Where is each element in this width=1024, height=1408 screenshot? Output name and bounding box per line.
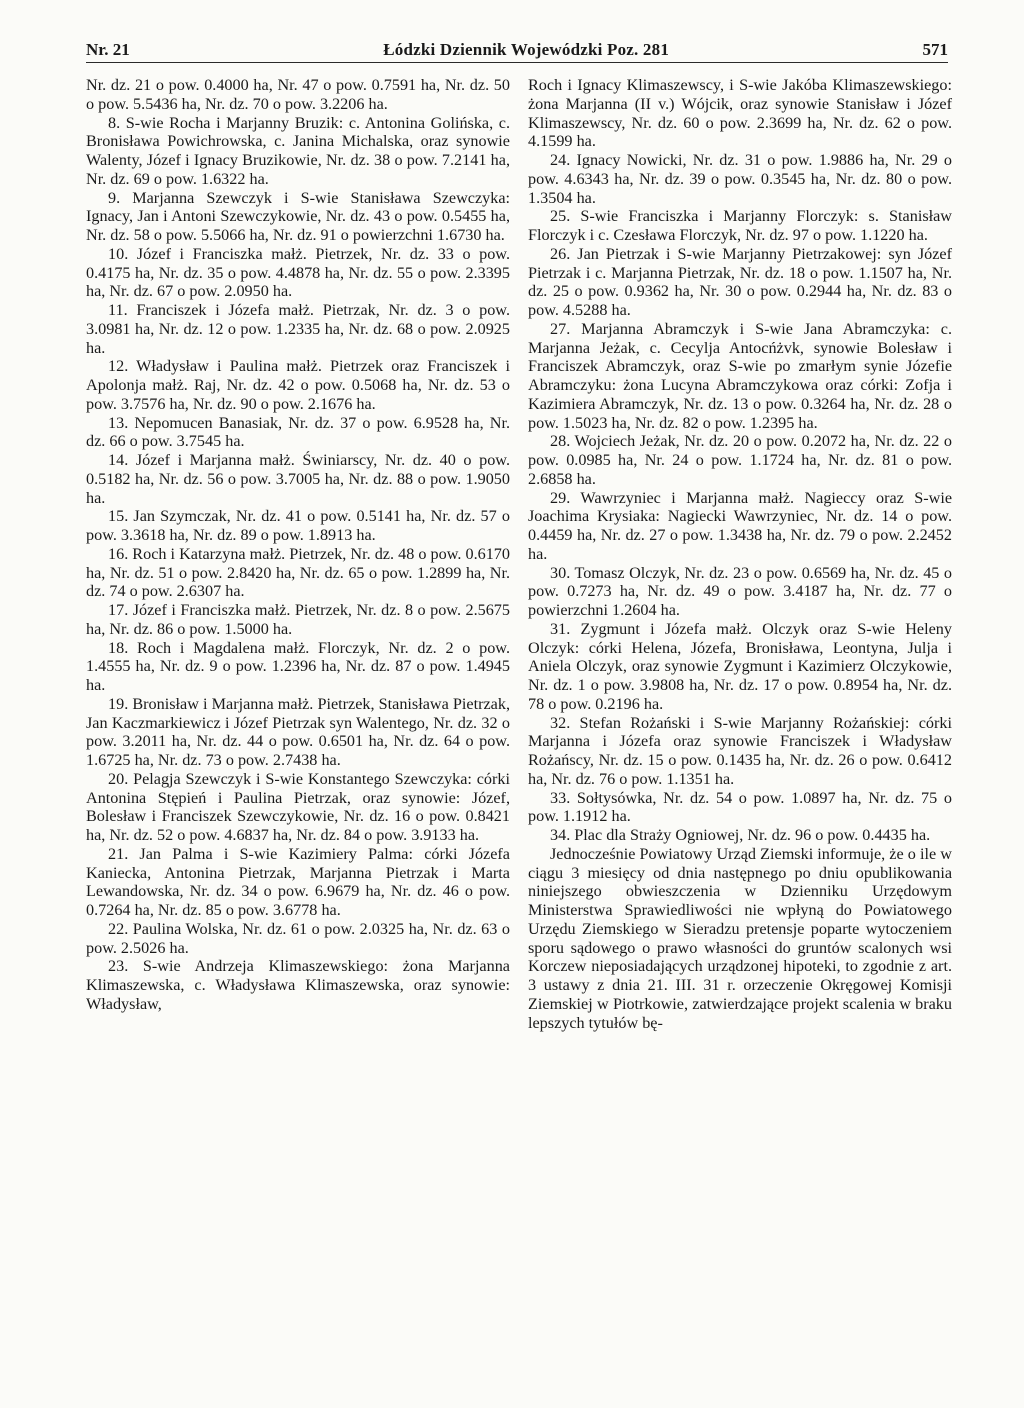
paragraph: 24. Ignacy Nowicki, Nr. dz. 31 o pow. 1.9886 ha, Nr. 29 o pow. 4.6343 ha, Nr. dz. 39 o pow. 0.3545 ha, Nr. dz. 80 o pow. 1.3504 ha. [528, 151, 952, 207]
page-header [86, 34, 948, 60]
journal-title: Łódzki Dziennik Wojewódzki Poz. 281 [383, 40, 670, 59]
paragraph: 32. Stefan Rożański i S-wie Marjanny Rożańskiej: córki Marjanna i Józefa oraz synowie Franciszek i Władysław Rożańscy, Nr. dz. 15 o pow. 0.1435 ha, Nr. dz. 26 o pow. 0.6412 ha, Nr. dz. 76 o pow. 1.1351 ha. [528, 713, 952, 788]
header-rule [86, 62, 948, 63]
paragraph: 27. Marjanna Abramczyk i S-wie Jana Abramczyka: c. Marjanna Jeżak, c. Cecylja Antocńżvk, synowie Bolesław i Franciszek Abramczyk, oraz S-wie po zmarłym synie Józefie Abramczyku: żona Lucyna Abramczykowa oraz córki: Zofja i Kazimiera Abramczyk, Nr. dz. 13 o pow. 0.3264 ha, Nr. dz. 28 o pow. 1.5023 ha, Nr. dz. 82 o pow. 1.2395 ha. [528, 319, 952, 432]
paragraph: 8. S-wie Rocha i Marjanny Bruzik: c. Antonina Golińska, c. Bronisława Powichrowska, c. Janina Michalska, oraz synowie Walenty, Józef i Ignacy Bruzikowie, Nr. dz. 38 o pow. 7.2141 ha, Nr. dz. 69 o pow. 1.6322 ha. [86, 113, 510, 188]
paragraph: 31. Zygmunt i Józefa małż. Olczyk oraz S-wie Heleny Olczyk: córki Helena, Józefa, Bronisława, Leontyna, Julja i Aniela Olczyk, oraz synowie Zygmunt i Kazimierz Olczykowie, Nr. dz. 1 o pow. 3.9808 ha, Nr. dz. 17 o pow. 0.8954 ha, Nr. dz. 78 o pow. 0.2196 ha. [528, 619, 952, 713]
issue-number: Nr. 21 [86, 40, 130, 59]
paragraph: Jednocześnie Powiatowy Urząd Ziemski informuje, że o ile w ciągu 3 miesięcy od dnia następnego po dniu opublikowania niniejszego obwieszczenia w Dzienniku Urzędowym Ministerstwa Sprawiedliwości nie wpłyną do Powiatowego Urzędu Ziemskiego w Sieradzu pretensje poparte wytoczeniem sporu sądowego o prawo własności do gruntów scalonych wsi Korczew nieposiadających urządzonej hipoteki, to zgodnie z art. 3 ustawy z dnia 21. III. 31 r. orzeczenie Okręgowej Komisji Ziemskiej w Piotrkowie, zatwierdzające projekt scalenia w braku lepszych tytułów bę- [528, 844, 952, 1032]
paragraph: 25. S-wie Franciszka i Marjanny Florczyk: s. Stanisław Florczyk i c. Czesława Florczyk, Nr. dz. 97 o pow. 1.1220 ha. [528, 207, 952, 244]
paragraph: 14. Józef i Marjanna małż. Świniarscy, Nr. dz. 40 o pow. 0.5182 ha, Nr. dz. 56 o pow. 3.7005 ha, Nr. dz. 88 o pow. 1.9050 ha. [86, 451, 510, 507]
paragraph: 15. Jan Szymczak, Nr. dz. 41 o pow. 0.5141 ha, Nr. dz. 57 o pow. 3.3618 ha, Nr. dz. 89 o pow. 1.8913 ha. [86, 507, 510, 544]
paragraph: 11. Franciszek i Józefa małż. Pietrzak, Nr. dz. 3 o pow. 3.0981 ha, Nr. dz. 12 o pow. 1.2335 ha, Nr. dz. 68 o pow. 2.0925 ha. [86, 301, 510, 357]
page-number: 571 [922, 40, 948, 59]
paragraph: 30. Tomasz Olczyk, Nr. dz. 23 o pow. 0.6569 ha, Nr. dz. 45 o pow. 0.7273 ha, Nr. dz. 49 o pow. 3.4187 ha, Nr. dz. 77 o powierzchni 1.2604 ha. [528, 563, 952, 619]
paragraph: Roch i Ignacy Klimaszewscy, i S-wie Jakóba Klimaszewskiego: żona Marjanna (II v.) Wójcik, oraz synowie Stanisław i Józef Klimaszewscy, Nr. dz. 60 o pow. 2.3699 ha, Nr. dz. 62 o pow. 4.1599 ha. [528, 76, 952, 151]
paragraph: 12. Władysław i Paulina małż. Pietrzek oraz Franciszek i Apolonja małż. Raj, Nr. dz. 42 o pow. 0.5068 ha, Nr. dz. 53 o pow. 3.7576 ha, Nr. dz. 90 o pow. 2.1676 ha. [86, 357, 510, 413]
paragraph: 18. Roch i Magdalena małż. Florczyk, Nr. dz. 2 o pow. 1.4555 ha, Nr. dz. 9 o pow. 1.2396 ha, Nr. dz. 87 o pow. 1.4945 ha. [86, 638, 510, 694]
left-column [86, 76, 510, 1014]
paragraph: 10. Józef i Franciszka małż. Pietrzek, Nr. dz. 33 o pow. 0.4175 ha, Nr. dz. 35 o pow. 4.4878 ha, Nr. dz. 55 o pow. 2.3395 ha, Nr. dz. 67 o pow. 2.0950 ha. [86, 244, 510, 301]
paragraph: 22. Paulina Wolska, Nr. dz. 61 o pow. 2.0325 ha, Nr. dz. 63 o pow. 2.5026 ha. [86, 919, 510, 957]
paragraph: 16. Roch i Katarzyna małż. Pietrzek, Nr. dz. 48 o pow. 0.6170 ha, Nr. dz. 51 o pow. 2.8420 ha, Nr. dz. 65 o pow. 1.2899 ha, Nr. dz. 74 o pow. 2.6307 ha. [86, 544, 510, 601]
paragraph: 19. Bronisław i Marjanna małż. Pietrzek, Stanisława Pietrzak, Jan Kaczmarkiewicz i Józef Pietrzak syn Walentego, Nr. dz. 32 o pow. 3.2011 ha, Nr. dz. 44 o pow. 0.6501 ha, Nr. dz. 64 o pow. 1.6725 ha, Nr. dz. 73 o pow. 2.7438 ha. [86, 694, 510, 769]
paragraph: 29. Wawrzyniec i Marjanna małż. Nagieccy oraz S-wie Joachima Krysiaka: Nagiecki Wawrzyniec, Nr. dz. 14 o pow. 0.4459 ha, Nr. dz. 27 o pow. 1.3438 ha, Nr. dz. 79 o pow. 2.2452 ha. [528, 488, 952, 563]
paragraph: 9. Marjanna Szewczyk i S-wie Stanisława Szewczyka: Ignacy, Jan i Antoni Szewczykowie, Nr. dz. 43 o pow. 0.5455 ha, Nr. dz. 58 o pow. 5.5066 ha, Nr. dz. 91 o powierzchni 1.6730 ha. [86, 188, 510, 244]
paragraph: 13. Nepomucen Banasiak, Nr. dz. 37 o pow. 6.9528 ha, Nr. dz. 66 o pow. 3.7545 ha. [86, 413, 510, 451]
right-column [528, 76, 952, 1032]
paragraph: 23. S-wie Andrzeja Klimaszewskiego: żona Marjanna Klimaszewska, c. Władysława Klimaszewska, oraz synowie: Władysław, [86, 957, 510, 1013]
paragraph: 26. Jan Pietrzak i S-wie Marjanny Pietrzakowej: syn Józef Pietrzak i c. Marjanna Pietrzak, Nr. dz. 18 o pow. 1.1507 ha, Nr. dz. 25 o pow. 0.9362 ha, Nr. 30 o pow. 0.2944 ha, Nr. dz. 83 o pow. 4.5288 ha. [528, 244, 952, 319]
paragraph: 21. Jan Palma i S-wie Kazimiery Palma: córki Józefa Kaniecka, Antonina Pietrzak, Marjanna Pietrzak i Marta Lewandowska, Nr. dz. 34 o pow. 6.9679 ha, Nr. dz. 46 o pow. 0.7264 ha, Nr. dz. 85 o pow. 3.6778 ha. [86, 844, 510, 919]
paragraph: 34. Plac dla Straży Ogniowej, Nr. dz. 96 o pow. 0.4435 ha. [550, 826, 931, 844]
paragraph: 33. Sołtysówka, Nr. dz. 54 o pow. 1.0897 ha, Nr. dz. 75 o pow. 1.1912 ha. [528, 788, 952, 826]
paragraph: 28. Wojciech Jeżak, Nr. dz. 20 o pow. 0.2072 ha, Nr. dz. 22 o pow. 0.0985 ha, Nr. 24 o pow. 1.1724 ha, Nr. dz. 81 o pow. 2.6858 ha. [528, 432, 952, 488]
paragraph: 20. Pelagja Szewczyk i S-wie Konstantego Szewczyka: córki Antonina Stępień i Paulina Pietrzak, oraz synowie: Józef, Bolesław i Franciszek Szewczykowie, Nr. dz. 16 o pow. 0.8421 ha, Nr. dz. 52 o pow. 4.6837 ha, Nr. dz. 84 o pow. 3.9133 ha. [86, 769, 510, 844]
paragraph: 17. Józef i Franciszka małż. Pietrzek, Nr. dz. 8 o pow. 2.5675 ha, Nr. dz. 86 o pow. 1.5000 ha. [86, 601, 510, 638]
paragraph: Nr. dz. 21 o pow. 0.4000 ha, Nr. 47 o pow. 0.7591 ha, Nr. dz. 50 o pow. 5.5436 ha, Nr. dz. 70 o pow. 3.2206 ha. [86, 76, 510, 113]
